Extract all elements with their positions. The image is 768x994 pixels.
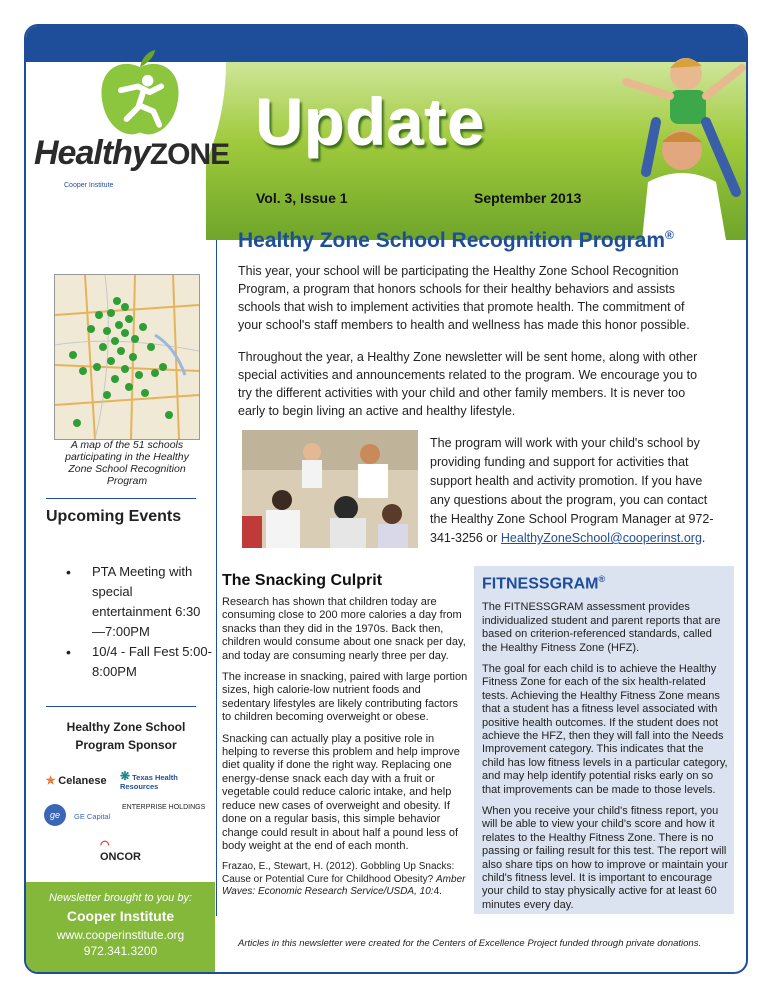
activity-photo [242,430,418,548]
contact-paragraph: The program will work with your child's school by providing funding and support for activities that support health and activity promotion. If you have any questions about the program, you can contact the Healthy Zone School Program Manager at 972-341-3256 or HealthyZoneSchool@cooperinst.org. [430,436,714,545]
snacking-paragraph-3: Snacking can actually play a positive role in helping to reverse this problem and help improve diet quality if done the right way. Replacing one energy-dense snack each day with a fruit or vegetable could reduce caloric intake, and help reduce new cases of overweight and obesity. If done on a regular basis, this simple behavior change could result in about half a pound less of body weight at the end of each month. [222,732,460,852]
main-paragraph-2: Throughout the year, a Healthy Zone newsletter will be sent home, along with other special activities and announcements related to the program. We encourage you to try the different activities with your child and other family members. It is never too early to begin living an active and healthy lifestyle. [238,350,698,418]
newsletter-page [24,24,748,974]
texas-health-icon: ❋ [120,769,131,783]
ge-logo-icon: ge [44,804,66,826]
events-heading: Upcoming Events [46,508,182,525]
event-item: • 10/4 - Fall Fest 5:00-8:00PM [62,642,212,682]
oncor-icon: ◠ [100,839,110,851]
registered-mark: ® [665,228,674,242]
sponsor-oncor: ◠ ONCOR [100,839,141,863]
publisher-name: Cooper Institute [66,908,175,924]
issue-volume: Vol. 3, Issue 1 [256,190,348,206]
apple-runner-icon [92,48,188,144]
sponsor-ge-capital: GE Capital [74,812,111,821]
schools-map [54,274,200,440]
masthead-title: Update [256,85,486,159]
map-caption: A map of the 51 schools participating in the Healthy Zone School Recognition Program [65,439,189,487]
sponsor-logos [44,768,214,884]
snacking-paragraph-2: The increase in snacking, paired with large portion sizes, high calorie-low nutrient foods and sedentary lifestyles are likely contributing factors to children becoming overweight or obese. [222,671,468,724]
publisher-phone: 972.341.3200 [83,944,158,958]
snacking-reference: Frazao, E., Stewart, H. (2012). Gobbling Up Snacks: Cause or Potential Cure for Childhood Obesity? Amber Waves: Economic Research Service/USDA, 10:4. [222,861,466,898]
main-paragraph-1: This year, your school will be participating the Healthy Zone School Recognition Program, a program that honors schools for their healthy behaviors and assists schools that wish to implement activities that promote health. The commitment of your school's staff members to health and wellness has made this honor possible. [238,264,690,332]
snacking-article [222,572,470,907]
sponsor-texas-health: ❋ Texas Health Resources [120,769,178,791]
publisher-box [26,882,215,972]
fitnessgram-box [474,566,734,914]
logo-wordmark [34,134,229,173]
sponsor-enterprise: ENTERPRISE HOLDINGS [122,804,206,811]
fitnessgram-paragraph-3: When you receive your child's fitness report, you will be able to view your child's score and how it relates to the Healthy Fitness Zone. There is no passing or failing result for this test. The report will also share tips on how to improve or maintain your child's fitness level. It is important to encourage your child to stay physically active for at least 60 minutes every day. [482,805,728,911]
sidebar-divider-1 [46,498,196,499]
sponsor-heading: Healthy Zone School Program Sponsor [66,720,186,752]
sponsor-celanese: ✯ Celanese [46,775,107,787]
fitnessgram-paragraph-1: The FITNESSGRAM assessment provides individualized student and parent reports that are based on criterion-referenced standards, called the Healthy Fitness Zone (HFZ). [482,601,721,654]
celanese-icon: ✯ [46,775,56,787]
publisher-url[interactable]: www.cooperinstitute.org [56,928,185,942]
family-photo [586,42,746,240]
publisher-intro: Newsletter brought to you by: [48,892,193,904]
footer-note: Articles in this newsletter were created for the Centers of Excellence Project funded through private donations. [238,938,702,949]
fitnessgram-paragraph-2: The goal for each child is to achieve the Healthy Fitness Zone for each of the six health-related tests. Achieving the Healthy Fitness Zone means that a student has a fitness level associated with positive health outcomes. If the student does not achieve the HFZ, then they will fall into the Needs Improvement category. This indicates that the child has low fitness levels in a particular category, and may help identify potential risks early on so that improvements can be made to those levels. [482,662,728,796]
issue-date: September 2013 [474,190,582,206]
logo-zone: ZONE [149,138,230,171]
main-article-title [238,228,674,253]
contact-email-link[interactable]: HealthyZoneSchool@cooperinst.org [500,531,702,545]
snacking-title: The Snacking Culprit [222,572,383,589]
column-divider [216,240,217,916]
contact-text: The program will work with your child's school by providing funding and support for activities that support health and activity promotion. If you have any questions about the program, you can contact the Healthy Zone School Program Manager at 972-341-3256 or [430,436,714,545]
sidebar-divider-2 [46,706,196,707]
logo-partners: Cooper Institute [64,182,114,189]
main-title-text: Healthy Zone School Recognition Program [238,229,666,252]
logo-word: Healthy [34,134,150,172]
snacking-paragraph-1: Research has shown that children today are consuming close to 200 more calories a day from snacks than they did in the 1970s. Back then, children would consume about one snack per day, and today are consuming nearly three per day. [222,596,466,662]
events-list [62,562,212,682]
event-item: • PTA Meeting with special entertainment 6:30—7:00PM [62,562,212,642]
fitnessgram-title: FITNESSGRAM® [482,574,606,593]
